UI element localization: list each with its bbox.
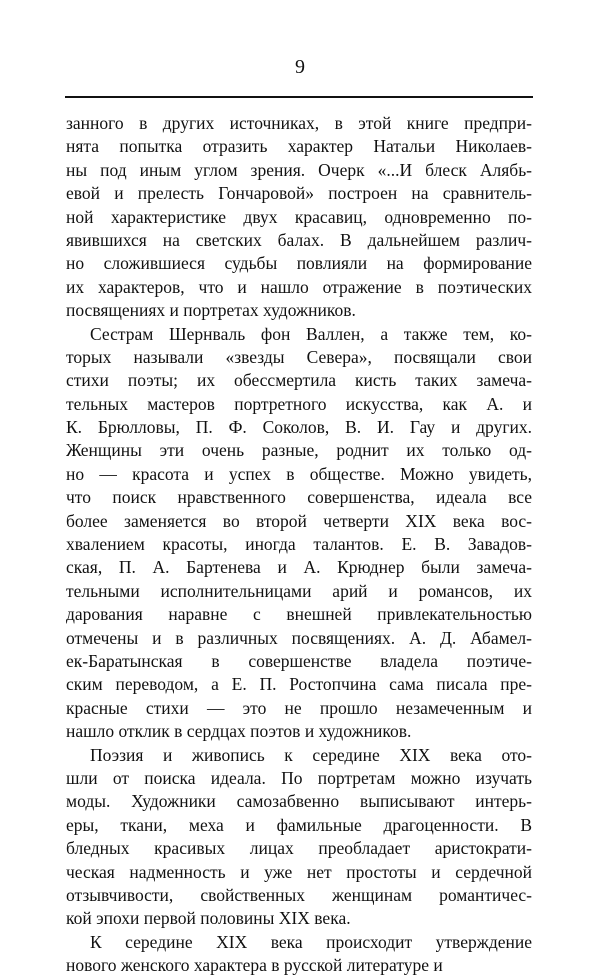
text-line: хвалением красоты, иногда талантов. Е. В. Завадов- (66, 534, 532, 555)
page-number: 9 (295, 56, 305, 78)
text-line: тельными исполнительницами арий и романсов, их (66, 580, 532, 601)
text-line: нового женского характера в русской литературе и (66, 955, 443, 976)
text-line: их характеров, что и нашло отражение в поэтических (66, 276, 532, 297)
text-line: торых называли «звезды Севера», посвящали свои (66, 346, 532, 367)
text-line: отмечены и в различных посвящениях. А. Д. Абамел- (66, 627, 532, 648)
text-line: евой и прелесть Гончаровой» построен на сравнитель- (66, 183, 532, 204)
text-line: ская, П. А. Бартенева и А. Крюднер были замеча- (66, 557, 532, 578)
text-line: Женщины эти очень разные, роднит их только од- (66, 440, 532, 461)
text-line: более заменяется во второй четверти XIX века вос- (66, 510, 532, 531)
text-line: что поиск нравственного совершенства, идеала все (66, 487, 532, 508)
text-line: ны под иным углом зрения. Очерк «...И блеск Алябь- (66, 159, 532, 180)
paragraph-2 (66, 323, 532, 744)
text-line: моды. Художники самозабвенно выписывают интерь- (66, 791, 532, 812)
text-line: Поэзия и живопись к середине XIX века ото- (90, 744, 532, 765)
text-line: явившихся на светских балах. В дальнейшем различ- (66, 229, 532, 250)
text-line: ческая надменность и уже нет простоты и сердечной (66, 861, 532, 882)
paragraph-4 (66, 931, 532, 977)
header-rule (65, 96, 533, 98)
text-line: ек-Баратынская в совершенстве владела поэтиче- (66, 650, 532, 671)
text-line: занного в других источниках, в этой книге предпри- (66, 113, 532, 133)
text-line: дарования наравне с внешней привлекательностью (66, 604, 532, 625)
text-line: нята попытка отразить характер Натальи Николаев- (66, 136, 532, 157)
paragraph-3 (66, 744, 532, 931)
text-line: шли от поиска идеала. По портретам можно изучать (66, 767, 532, 788)
text-line: посвящениях и портретах художников. (66, 300, 356, 321)
text-line: ским переводом, а Е. П. Ростопчина сама писала пре- (66, 674, 532, 695)
body-text (66, 112, 532, 977)
text-line: Сестрам Шернваль фон Валлен, а также тем, ко- (90, 323, 532, 344)
text-line: еры, ткани, меха и фамильные драгоценности. В (66, 814, 532, 835)
text-line: стихи поэты; их обессмертила кисть таких замеча- (66, 370, 532, 391)
text-line: тельных мастеров портретного искусства, как А. и (66, 393, 532, 414)
text-line: но — красота и успех в обществе. Можно увидеть, (66, 463, 532, 484)
text-line: отзывчивости, свойственных женщинам романтичес- (66, 884, 532, 905)
text-line: красные стихи — это не прошло незамеченным и (66, 697, 532, 718)
text-line: К середине XIX века происходит утверждение (90, 931, 532, 952)
text-line: ной характеристике двух красавиц, одновременно по- (66, 206, 532, 227)
text-line: но сложившиеся судьбы повлияли на формирование (66, 253, 532, 274)
text-line: К. Брюлловы, П. Ф. Соколов, В. И. Гау и других. (66, 417, 532, 438)
text-line: нашло отклик в сердцах поэтов и художников. (66, 721, 412, 742)
text-line: бледных красивых лицах преобладает аристократи- (66, 838, 532, 859)
text-line: кой эпохи первой половины XIX века. (66, 908, 351, 929)
paragraph-1 (66, 112, 532, 323)
